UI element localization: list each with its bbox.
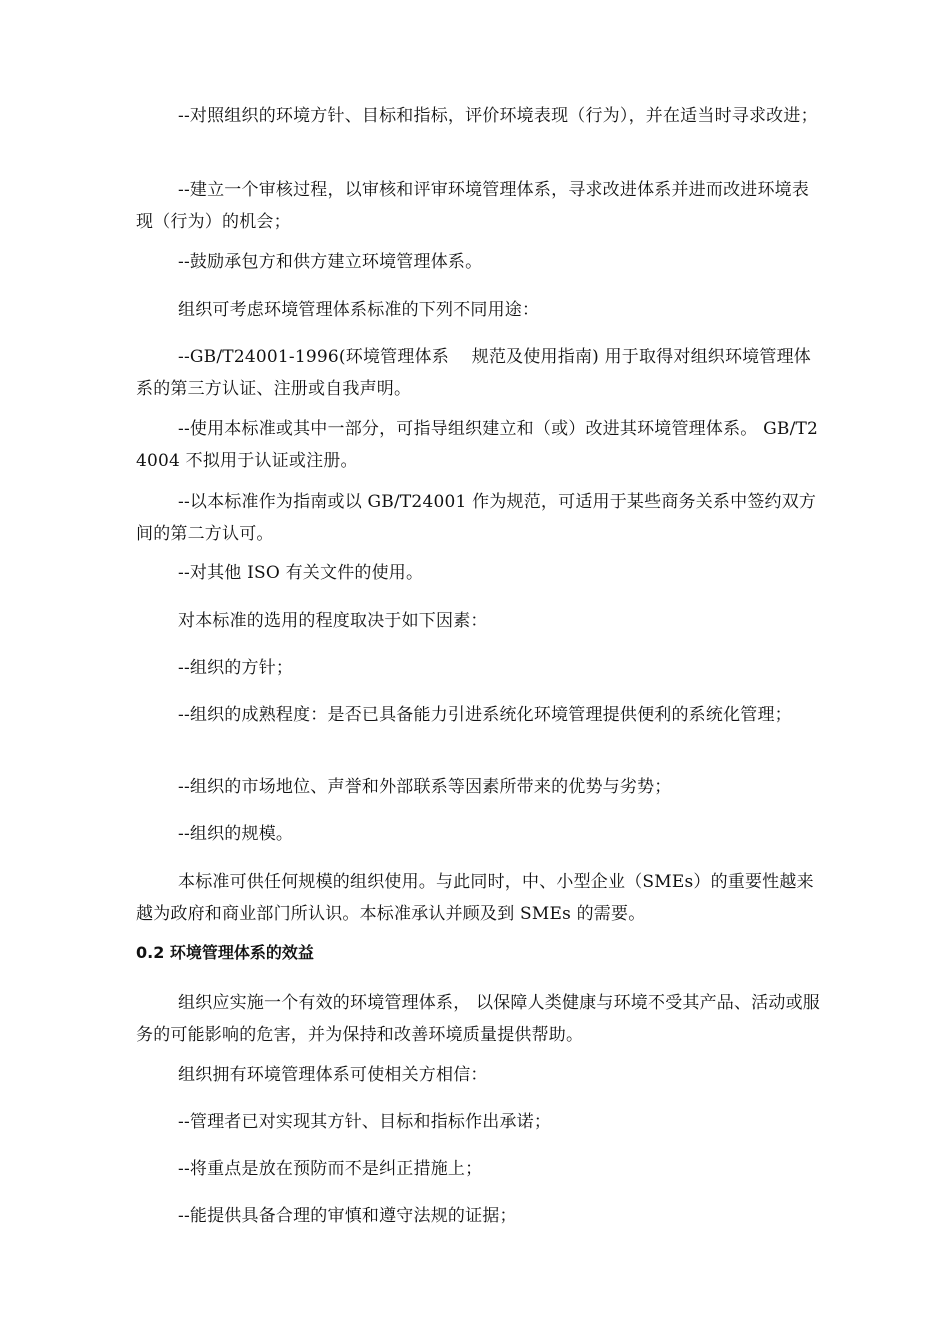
paragraph-factor-market: --组织的市场地位、声誉和外部联系等因素所带来的优势与劣势； (178, 777, 672, 797)
paragraph-uses-intro: 组织可考虑环境管理体系标准的下列不同用途： (178, 300, 540, 320)
paragraph-confidence-intro: 组织拥有环境管理体系可使相关方相信： (178, 1065, 488, 1085)
paragraph-second-party: --以本标准作为指南或以 GB/T24001 作为规范，可适用于某些商务关系中签约双方间的第二方认可。 (136, 492, 817, 544)
paragraph-compliance: --能提供具备合理的审慎和遵守法规的证据； (178, 1206, 517, 1226)
paragraph-use-gb24001: --GB/T24001-1996(环境管理体系 规范及使用指南) 用于取得对组织环境管理体系的第三方认证、注册或自我声明。 (136, 347, 811, 399)
section-heading: 0.2 环境管理体系的效益 (136, 943, 314, 962)
paragraph-other-iso: --对其他 ISO 有关文件的使用。 (178, 563, 424, 583)
paragraph-factors-intro: 对本标准的选用的程度取决于如下因素： (178, 611, 488, 631)
paragraph-commitment: --管理者已对实现其方针、目标和指标作出承诺； (178, 1112, 552, 1132)
paragraph-factor-policy: --组织的方针； (178, 658, 294, 678)
paragraph-audit-process: --建立一个审核过程，以审核和评审环境管理体系，寻求改进体系并进而改进环境表现（行为）的机会； (136, 180, 810, 232)
paragraph-prevention: --将重点是放在预防而不是纠正措施上； (178, 1159, 483, 1179)
paragraph-factor-maturity: --组织的成熟程度：是否已具备能力引进系统化环境管理提供便利的系统化管理； (178, 705, 792, 725)
paragraph-sme: 本标准可供任何规模的组织使用。与此同时，中、小型企业（SMEs）的重要性越来越为政府和商业部门所认识。本标准承认并顾及到 SMEs 的需要。 (136, 872, 814, 924)
paragraph-factor-size: --组织的规模。 (178, 824, 294, 844)
paragraph-evaluate-performance: --对照组织的环境方针、目标和指标，评价环境表现（行为），并在适当时寻求改进； (178, 106, 818, 126)
paragraph-use-this-standard: --使用本标准或其中一部分，可指导组织建立和（或）改进其环境管理体系。 GB/T24004 不拟用于认证或注册。 (136, 419, 819, 471)
paragraph-encourage-suppliers: --鼓励承包方和供方建立环境管理体系。 (178, 252, 483, 272)
paragraph-implement-ems: 组织应实施一个有效的环境管理体系， 以保障人类健康与环境不受其产品、活动或服务的可能影响的危害，并为保持和改善环境质量提供帮助。 (136, 993, 821, 1045)
